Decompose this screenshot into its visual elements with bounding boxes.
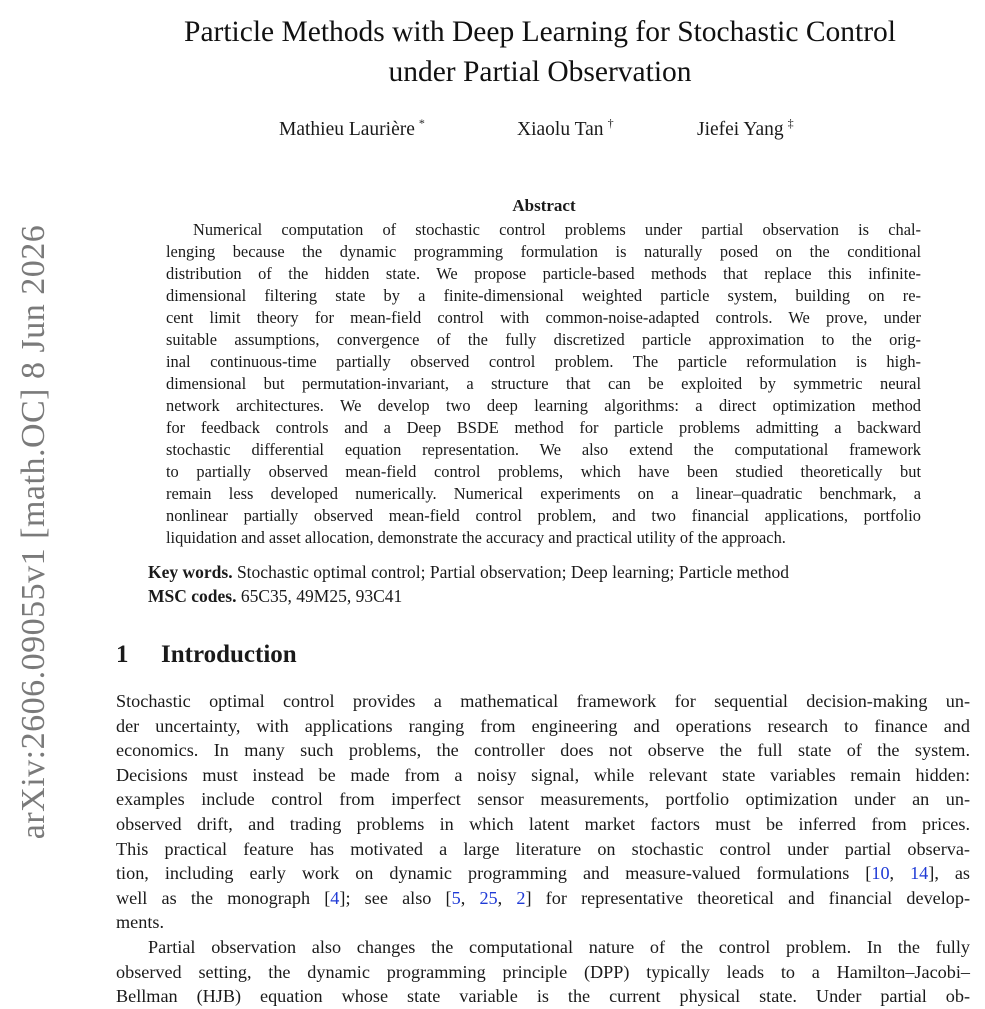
body-text — [116, 689, 970, 1009]
abstract-line: inal continuous-time partially observed control problem. The particle reformulation is high- — [166, 352, 921, 371]
body-text-span: ], as — [928, 863, 971, 884]
abstract-body — [166, 219, 921, 549]
abstract-line: liquidation and asset allocation, demonstrate the accuracy and practical utility of the approach. — [166, 528, 786, 547]
author-footnote-mark[interactable]: † — [607, 116, 614, 130]
body-text-span: , — [460, 887, 480, 908]
abstract-line: Numerical computation of stochastic control problems under partial observation is chal- — [193, 220, 921, 239]
msc-label: MSC codes. — [148, 586, 237, 606]
title-line-2: under Partial Observation — [388, 56, 692, 88]
section-number: 1 — [116, 641, 129, 668]
citation-link[interactable]: 2 — [516, 887, 526, 908]
author-footnote-mark[interactable]: * — [418, 116, 425, 130]
abstract-line: stochastic differential equation representation. We also extend the computational framework — [166, 440, 921, 459]
body-text-span: , — [497, 887, 517, 908]
body-text-span: tion, including early work on dynamic programming and measure-valued formulations [ — [116, 863, 872, 884]
abstract-line: nonlinear partially observed mean-field control problem, and two financial applications, portfolio — [166, 506, 921, 525]
title-line-1: Particle Methods with Deep Learning for Stochastic Control — [184, 16, 896, 48]
keywords — [148, 562, 789, 583]
keywords-text: Stochastic optimal control; Partial observation; Deep learning; Particle method — [236, 562, 790, 582]
body-line — [116, 861, 970, 886]
citation-link[interactable]: 25 — [479, 887, 498, 908]
abstract-line: network architectures. We develop two deep learning algorithms: a direct optimization method — [166, 396, 921, 415]
body-line: Bellman (HJB) equation whose state variable is the current physical state. Under partial ob- — [116, 986, 970, 1007]
abstract-line: to partially observed mean-field control problems, which have been studied theoretically but — [166, 462, 921, 481]
paper-title — [110, 12, 970, 92]
body-text-span: well as the monograph [ — [116, 887, 331, 908]
citation-link[interactable]: 14 — [910, 863, 929, 884]
msc-codes — [148, 586, 402, 607]
author-name: Jiefei Yang — [697, 119, 784, 140]
body-line: Decisions must instead be made from a noisy signal, while relevant state variables remain hidden: — [116, 764, 970, 785]
body-line: Stochastic optimal control provides a mathematical framework for sequential decision-making un- — [116, 691, 970, 711]
abstract-line: cent limit theory for mean-field control with common-noise-adapted controls. We prove, under — [166, 308, 921, 327]
keywords-label: Key words. — [148, 562, 233, 582]
body-text-span: ] for representative theoretical and financial develop- — [525, 887, 971, 908]
section-heading — [116, 641, 297, 669]
body-line: der uncertainty, with applications ranging from engineering and operations research to finance and — [116, 715, 970, 736]
abstract-line: distribution of the hidden state. We propose particle-based methods that replace this infinite- — [166, 264, 921, 283]
abstract-line: dimensional but permutation-invariant, a structure that can be exploited by symmetric neural — [166, 374, 921, 393]
body-line: examples include control from imperfect sensor measurements, portfolio optimization under an un- — [116, 789, 970, 810]
body-line: This practical feature has motivated a large literature on stochastic control under partial observa- — [116, 838, 970, 859]
abstract-line: lenging because the dynamic programming formulation is naturally posed on the conditional — [166, 242, 921, 261]
section-title: Introduction — [161, 641, 297, 668]
body-line: observed setting, the dynamic programming principle (DPP) typically leads to a Hamilton–Jacobi– — [116, 961, 970, 982]
author-name: Mathieu Laurière — [279, 119, 415, 140]
body-text-span: ]; see also [ — [339, 887, 452, 908]
abstract-line: dimensional filtering state by a finite-dimensional weighted particle system, building on re- — [166, 286, 921, 305]
author-name: Xiaolu Tan — [517, 119, 604, 140]
abstract-line: for feedback controls and a Deep BSDE method for particle problems admitting a backward — [166, 418, 921, 437]
citation-link[interactable]: 5 — [451, 887, 461, 908]
author-2 — [517, 116, 614, 141]
body-line: economics. In many such problems, the controller does not observe the full state of the system. — [116, 740, 970, 761]
body-line — [116, 886, 970, 911]
author-3 — [697, 116, 794, 141]
body-text-span: , — [889, 863, 911, 884]
body-line: ments. — [116, 912, 164, 933]
body-line: Partial observation also changes the computational nature of the control problem. In the fully — [148, 936, 970, 957]
abstract-line: remain less developed numerically. Numerical experiments on a linear–quadratic benchmark, a — [166, 484, 921, 503]
author-list — [0, 116, 985, 144]
citation-link[interactable]: 10 — [871, 863, 890, 884]
abstract-heading: Abstract — [512, 196, 576, 215]
msc-text: 65C35, 49M25, 93C41 — [240, 586, 403, 606]
body-line: observed drift, and trading problems in which latent market factors must be inferred from prices. — [116, 813, 970, 834]
abstract-line: suitable assumptions, convergence of the fully discretized particle approximation to the orig- — [166, 330, 921, 349]
citation-link[interactable]: 4 — [330, 887, 340, 908]
author-1 — [279, 116, 425, 141]
author-footnote-mark[interactable]: ‡ — [787, 116, 794, 130]
arxiv-stamp: arXiv:2606.09055v1 [math.OC] 8 Jun 2026 — [15, 224, 52, 840]
